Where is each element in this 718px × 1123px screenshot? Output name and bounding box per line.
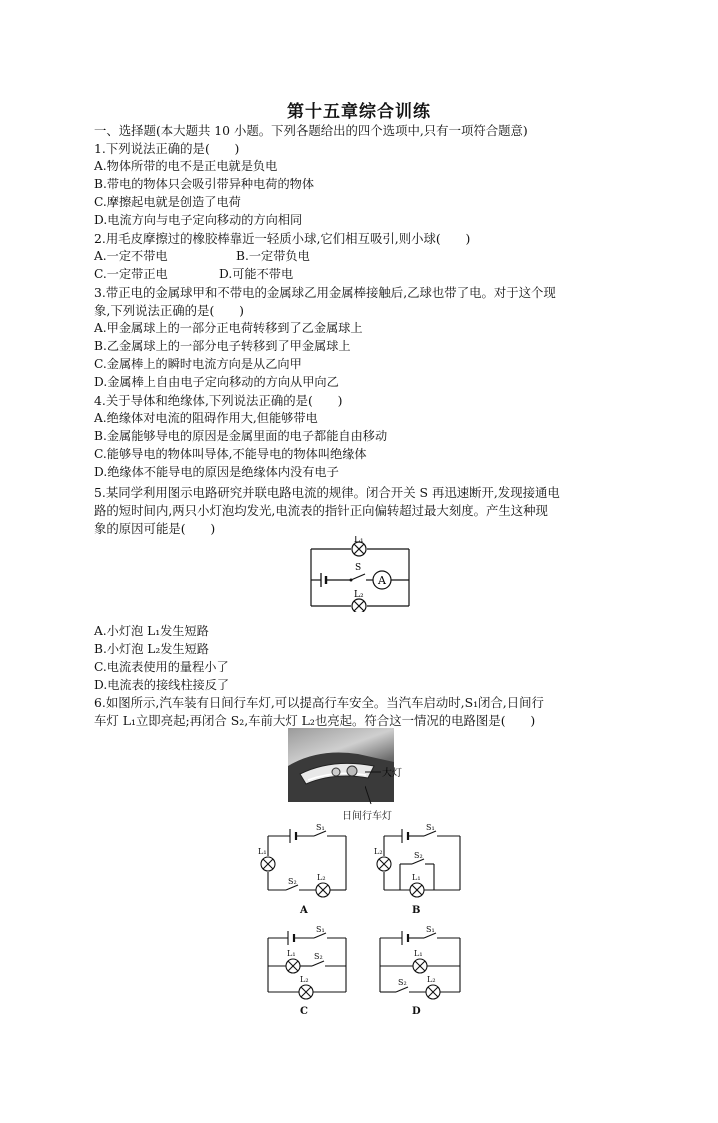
q4-option-d: D.绝缘体不能导电的原因是绝缘体内没有电子	[94, 465, 339, 479]
q5-stem-line2: 路的短时间内,两只小灯泡均发光,电流表的指针正向偏转超过最大刻度。产生这种现	[94, 503, 548, 518]
q5-option-c: C.电流表使用的量程小了	[94, 660, 229, 674]
q5-stem-line1: 5.某同学利用图示电路研究并联电路电流的规律。闭合开关 S 再迅速断开,发现接通电	[94, 485, 560, 500]
a-label-l1: L₁	[258, 847, 267, 856]
q1-option-d: D.电流方向与电子定向移动的方向相同	[94, 213, 303, 227]
ammeter-label: A	[378, 574, 386, 587]
circuit-c	[268, 931, 346, 999]
q6-stem-line2: 车灯 L₁立即亮起;再闭合 S₂,车前大灯 L₂也亮起。符合这一情况的电路图是( )	[94, 713, 536, 728]
q5-label-l2: L₂	[354, 590, 364, 600]
b-label-l1: L₁	[412, 873, 421, 882]
q6-circuit-options	[256, 820, 476, 1020]
q3-option-a: A.甲金属球上的一部分正电荷转移到了乙金属球上	[94, 321, 363, 335]
b-label-s1: S₁	[426, 823, 435, 832]
q2-option-b: B.一定带负电	[236, 249, 310, 263]
switch-pivot-icon	[350, 579, 353, 582]
q2-stem: 2.用毛皮摩擦过的橡胶棒靠近一轻质小球,它们相互吸引,则小球( )	[94, 231, 471, 246]
option-label-c: C	[300, 1006, 308, 1017]
q5-option-a: A.小灯泡 L₁发生短路	[94, 624, 209, 638]
q4-option-a: A.绝缘体对电流的阻碍作用大,但能够带电	[94, 411, 318, 425]
section-heading: 一、选择题(本大题共 10 小题。下列各题给出的四个选项中,只有一项符合题意)	[94, 123, 528, 138]
q5-option-b: B.小灯泡 L₂发生短路	[94, 642, 209, 656]
q5-circuit-diagram	[305, 536, 415, 612]
q4-option-b: B.金属能够导电的原因是金属里面的电子都能自由移动	[94, 429, 388, 443]
battery-icon	[321, 573, 326, 587]
option-label-d: D	[412, 1006, 421, 1017]
q5-label-s: S	[355, 563, 362, 573]
daytime-light-label: 日间行车灯	[342, 811, 392, 822]
circuit-b	[377, 829, 460, 897]
q4-option-c: C.能够导电的物体叫导体,不能导电的物体叫绝缘体	[94, 447, 367, 461]
page-title: 第十五章综合训练	[287, 102, 431, 122]
q3-option-d: D.金属棒上自由电子定向移动的方向从甲向乙	[94, 375, 339, 389]
q5-stem-line3: 象的原因可能是( )	[94, 521, 216, 536]
d-label-l1: L₁	[414, 949, 423, 958]
c-label-l2: L₂	[300, 975, 309, 984]
b-label-l2: L₂	[374, 847, 383, 856]
d-label-l2: L₂	[427, 975, 436, 984]
b-label-s2: S₂	[414, 851, 423, 860]
q5-option-d: D.电流表的接线柱接反了	[94, 678, 230, 692]
c-label-l1: L₁	[287, 949, 296, 958]
q2-option-d: D.可能不带电	[219, 267, 294, 281]
lamp-l2-icon	[352, 599, 366, 612]
circuit-a	[261, 829, 346, 897]
q6-stem-line1: 6.如图所示,汽车装有日间行车灯,可以提高行车安全。当汽车启动时,S₁闭合,日间行	[94, 695, 544, 710]
q3-option-b: B.乙金属球上的一部分电子转移到了甲金属球上	[94, 339, 351, 353]
q2-option-a: A.一定不带电	[94, 249, 168, 263]
a-label-l2: L₂	[317, 873, 326, 882]
q3-stem-line1: 3.带正电的金属球甲和不带电的金属球乙用金属棒接触后,乙球也带了电。对于这个现	[94, 285, 556, 300]
ammeter-icon	[373, 571, 391, 589]
d-label-s1: S₁	[426, 925, 435, 934]
a-label-s2: S₂	[288, 877, 297, 886]
q1-option-a: A.物体所带的电不是正电就是负电	[94, 159, 278, 173]
q5-label-l1: L₁	[354, 536, 364, 545]
q1-option-b: B.带电的物体只会吸引带异种电荷的物体	[94, 177, 315, 191]
c-label-s2: S₂	[314, 952, 323, 961]
q2-option-c: C.一定带正电	[94, 267, 168, 281]
a-label-s1: S₁	[316, 823, 325, 832]
option-label-b: B	[412, 905, 421, 916]
headlight-label: 大灯	[382, 768, 402, 779]
q3-option-c: C.金属棒上的瞬时电流方向是从乙向甲	[94, 357, 302, 371]
q4-stem: 4.关于导体和绝缘体,下列说法正确的是( )	[94, 393, 343, 408]
q3-stem-line2: 象,下列说法正确的是( )	[94, 303, 244, 318]
q1-stem: 1.下列说法正确的是( )	[94, 141, 240, 156]
circuit-d	[380, 931, 460, 999]
option-label-a: A	[300, 905, 308, 916]
d-label-s2: S₂	[398, 978, 407, 987]
c-label-s1: S₁	[316, 925, 325, 934]
q1-option-c: C.摩擦起电就是创造了电荷	[94, 195, 241, 209]
